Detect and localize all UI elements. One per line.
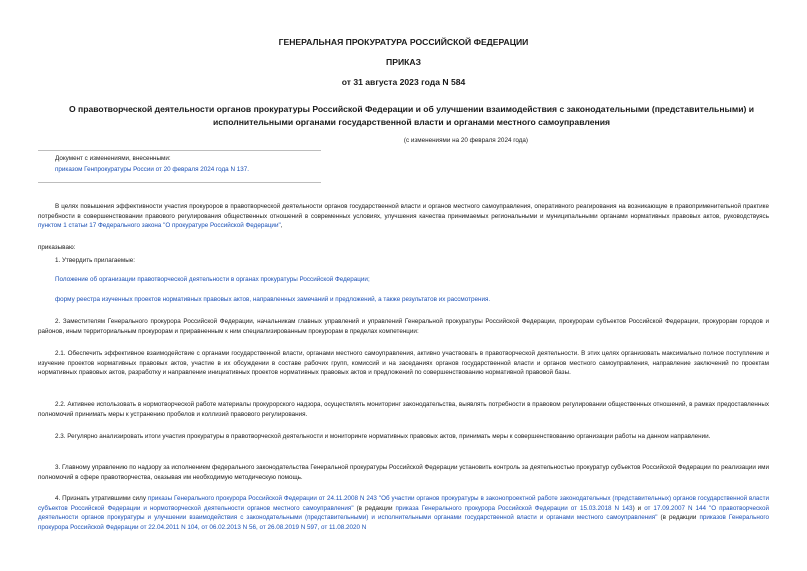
doc-type: ПРИКАЗ (386, 57, 421, 67)
p2: 2. Заместителям Генерального прокурора Российской Федерации, начальникам главных управлений и управлений Генеральной прокуратуры Российской Федерации, прокурорам субъектов Российской Федерации, прокурорам городов и районов, иным территориальным прокурорам и приравненным к ним специализированным прокурорам в пределах компетенции: (38, 318, 769, 335)
p4-mid3: (в редакции (657, 514, 700, 522)
changes-box-text: Документ с изменениями, внесенными: (55, 155, 171, 162)
doc-date-number: от 31 августа 2023 года N 584 (341, 77, 466, 87)
p4-mid2: ) и (632, 504, 645, 512)
p4-link-order-243[interactable]: приказы Генерального прокурора Российской Федерации от 24.11.2008 N 243 "Об участии органов прокуратуры в законопроектной работе законодательных (представительных) органов государственной власти субъектов Российской Федерации и нормотворческой деятельности органов местного самоуправления" (38, 495, 769, 512)
order-word: приказываю: (38, 244, 76, 251)
intro-law-link[interactable]: пунктом 1 статьи 17 Федерального закона "О прокуратуре Российской Федерации" (38, 222, 281, 230)
p2-1: 2.1. Обеспечить эффективное взаимодействие с органами государственной власти, органами местного самоуправления, активно участвовать в правотворческой деятельности. В этих целях организовать максимально полное поступление и изучение проектов нормативных правовых актов, участие в их обсуждении в составе рабочих групп, комиссий и на заседаниях органов государственной власти и органов местного самоуправления, направление заключений по проектам нормативных правовых актов, разработку и направление инициативных проектов нормативных правовых актов и предложений по совершенствованию нормативной правовой базы. (38, 350, 769, 377)
amend-note: (с изменениями на 20 февраля 2024 года) (403, 137, 528, 144)
changes-box-top-rule (38, 150, 321, 151)
p2-2: 2.2. Активнее использовать в нормотворческой работе материалы прокурорского надзора, осуществлять мониторинг законодательства, выявлять потребности в правовом регулировании общественных отношений, в рамках предоставленных полномочий принимать меры к устранению пробелов и коллизий правового регулирования. (38, 401, 769, 418)
p4-start: 4. Признать утратившими силу (55, 495, 148, 502)
p4-link-order-144[interactable]: от 17.09.2007 N 144 "О правотворческой деятельности органов прокуратуры и улучшении взаимодействия с законодательными (представительными) и исполнительными органами государственной власти и органами местного самоуправления" (38, 504, 769, 522)
p4-link-amendments[interactable]: приказов Генерального прокурора Российской Федерации от 22.04.2011 N 104, от 06.02.2013 N 56, от 26.08.2019 N 597, от 11.08.2020 N (38, 514, 769, 531)
intro-tail: , (280, 222, 283, 230)
changes-box-link[interactable]: приказом Генпрокуратуры России от 20 февраля 2024 года N 137. (55, 166, 249, 173)
p1: 1. Утвердить прилагаемые: (55, 257, 135, 264)
changes-box-bottom-rule (38, 182, 321, 183)
p1-link-regulation[interactable]: Положение об организации правотворческой деятельности в органах прокуратуры Российской Федерации; (55, 276, 370, 283)
p1-link-registry-form[interactable]: форму реестра изученных проектов нормативных правовых актов, направленных замечаний и предложений, а также результатов их рассмотрения. (55, 296, 491, 303)
p4-link-order-143[interactable]: приказа Генерального прокурора Российской Федерации от 15.03.2018 N 143 (395, 504, 633, 512)
p4-mid1: (в редакции (353, 504, 396, 512)
p3: 3. Главному управлению по надзору за исполнением федерального законодательства Генеральной прокуратуры Российской Федерации установить контроль за деятельностью прокуратур субъектов Российской Федерации по реализации ими полномочий в сфере правотворчества, оказывая им необходимую методическую помощь. (38, 464, 769, 481)
p4 (38, 494, 769, 532)
p2-3: 2.3. Регулярно анализировать итоги участия прокуратуры в правотворческой деятельности и мониторинге нормативных правовых актов, принимать меры к совершенствованию организации работы на данном направлении. (55, 433, 711, 440)
intro-paragraph (38, 202, 769, 231)
intro-text: В целях повышения эффективности участия прокуроров в правотворческой деятельности органов государственной власти и органов местного самоуправления, оперативного реагирования на возникающие в правоприменительной практике потребности в совершенствовании правового регулирования общественных отношений в современных условиях, улучшения качества принимаемых региональными и муниципальными органами нормативных правовых актов, руководствуясь (38, 203, 769, 220)
org-name: ГЕНЕРАЛЬНАЯ ПРОКУРАТУРА РОССИЙСКОЙ ФЕДЕРАЦИИ (278, 37, 529, 47)
doc-title: О правотворческой деятельности органов прокуратуры Российской Федерации и об улучшении взаимодействия с законодательными (представительными) и исполнительными органами государственной власти и органами местного самоуправления (68, 104, 755, 127)
